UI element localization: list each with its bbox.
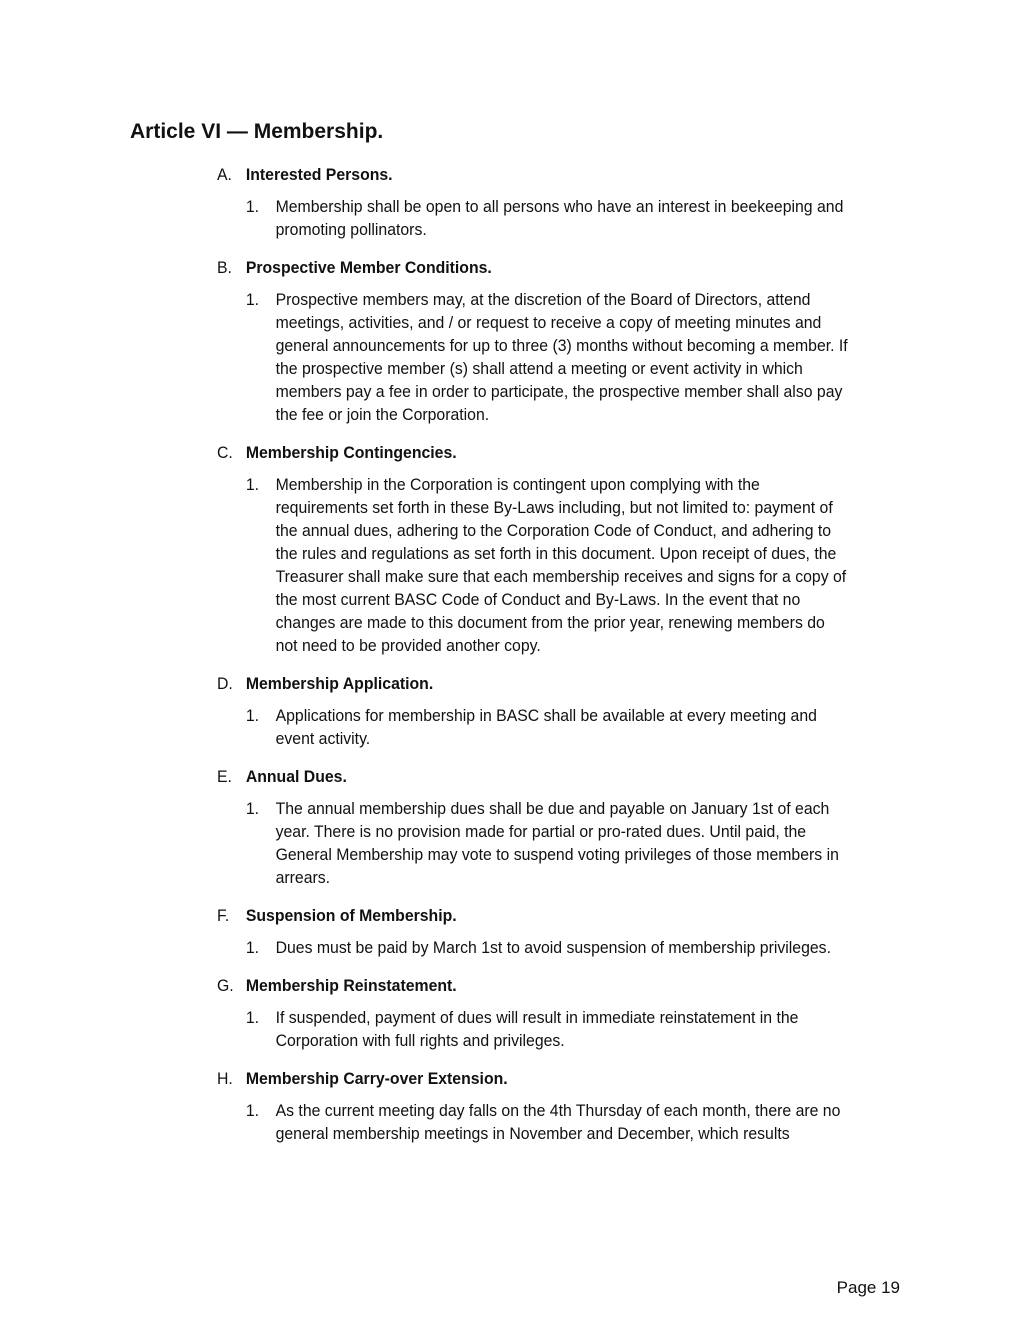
list-item [217, 1006, 905, 1052]
item-text: Prospective members may, at the discretion of the Board of Directors, attend meetings, activities, and / or request to receive a copy of meeting minutes and general announcements for up to three (3) months without becoming a member. If the prospective member (s) shall attend a meeting or event activity in which members pay a fee in order to participate, the prospective member shall also pay the fee or join the Corporation. [275, 290, 848, 424]
section-heading [217, 672, 859, 695]
item-number: 1. [245, 799, 260, 818]
section-heading [217, 163, 859, 186]
item-text: If suspended, payment of dues will result in immediate reinstatement in the Corporation with full rights and privileges. [275, 1008, 799, 1050]
article-title: Article VI — Membership. [130, 120, 384, 143]
item-number: 1. [245, 1008, 260, 1027]
sections-list [217, 163, 907, 1160]
section-letter: C. [217, 443, 233, 462]
item-text: Membership in the Corporation is contingent upon complying with the requirements set forth in these By-Laws including, but not limited to: payment of the annual dues, adhering to the Corporation Code of Conduct, and adhering to the rules and regulations as set forth in this document. Upon receipt of dues, the Treasurer shall make sure that each membership receives and signs for a copy of the most current BASC Code of Conduct and By-Laws. In the event that no changes are made to this document from the prior year, renewing members do not need to be provided another copy. [275, 475, 847, 655]
section-title: Membership Reinstatement. [245, 976, 457, 995]
section-title: Membership Carry-over Extension. [245, 1069, 508, 1088]
section-title: Prospective Member Conditions. [245, 258, 492, 277]
item-number: 1. [245, 706, 260, 725]
item-text: Applications for membership in BASC shall be available at every meeting and event activity. [275, 706, 817, 748]
list-item [217, 195, 905, 241]
section-e [217, 765, 907, 889]
list-item [217, 473, 905, 657]
item-number: 1. [245, 1101, 260, 1120]
section-letter: H. [217, 1069, 233, 1088]
section-d [217, 672, 907, 750]
section-letter: A. [217, 165, 232, 184]
section-heading [217, 1067, 859, 1090]
section-letter: G. [217, 976, 234, 995]
section-title: Membership Contingencies. [245, 443, 457, 462]
section-title: Interested Persons. [245, 165, 393, 184]
item-number: 1. [245, 197, 260, 216]
list-item [217, 936, 905, 959]
section-letter: F. [217, 906, 230, 925]
item-text: Dues must be paid by March 1st to avoid suspension of membership privileges. [275, 938, 831, 957]
section-f [217, 904, 907, 959]
section-heading [217, 974, 859, 997]
section-heading [217, 765, 859, 788]
item-text: Membership shall be open to all persons who have an interest in beekeeping and promoting pollinators. [275, 197, 844, 239]
page-number: Page 19 [836, 1278, 900, 1297]
section-letter: B. [217, 258, 232, 277]
item-text: As the current meeting day falls on the 4th Thursday of each month, there are no general membership meetings in November and December, which results [275, 1101, 841, 1143]
list-item [217, 797, 905, 889]
section-heading [217, 441, 859, 464]
list-item [217, 704, 905, 750]
list-item [217, 288, 905, 426]
section-heading [217, 904, 859, 927]
section-heading [217, 256, 859, 279]
section-title: Suspension of Membership. [245, 906, 457, 925]
list-item [217, 1099, 905, 1145]
item-number: 1. [245, 290, 260, 309]
section-letter: D. [217, 674, 233, 693]
section-g [217, 974, 907, 1052]
section-letter: E. [217, 767, 232, 786]
section-h [217, 1067, 907, 1145]
section-b [217, 256, 907, 426]
item-text: The annual membership dues shall be due and payable on January 1st of each year. There is no provision made for partial or pro-rated dues. Until paid, the General Membership may vote to suspend voting privileges of those members in arrears. [275, 799, 839, 887]
item-number: 1. [245, 938, 260, 957]
section-title: Annual Dues. [245, 767, 347, 786]
section-title: Membership Application. [245, 674, 434, 693]
item-number: 1. [245, 475, 260, 494]
section-c [217, 441, 907, 657]
section-a [217, 163, 907, 241]
